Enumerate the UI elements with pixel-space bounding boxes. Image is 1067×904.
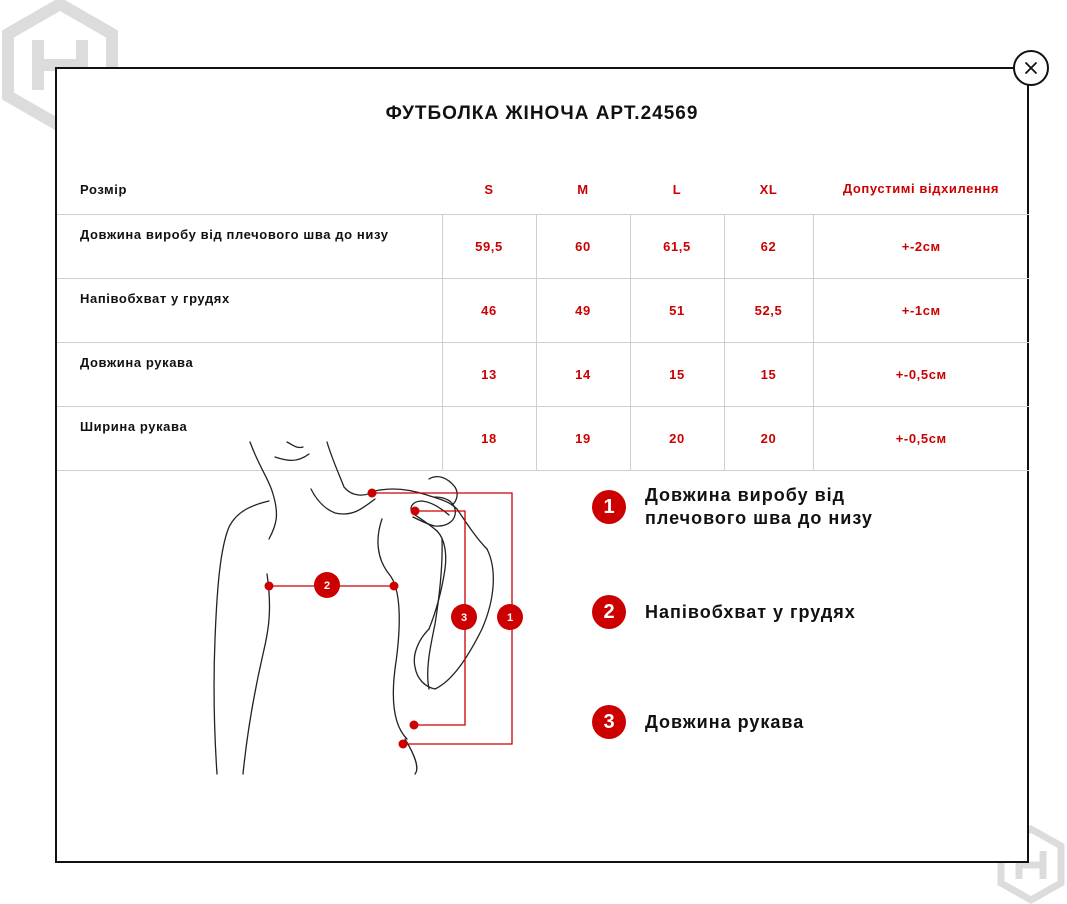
marker-1-label: 1 bbox=[506, 612, 514, 624]
legend-badge: 1 bbox=[592, 490, 626, 524]
marker-3 bbox=[451, 604, 477, 630]
marker-2 bbox=[314, 572, 340, 598]
cell-l: 20 bbox=[630, 407, 724, 471]
header-tolerance: Допустимі відхилення bbox=[842, 181, 1000, 196]
cell-xl: 15 bbox=[724, 343, 813, 407]
cell-m: 19 bbox=[536, 407, 630, 471]
legend-badge: 2 bbox=[592, 595, 626, 629]
row-label: Довжина виробу від плечового шва до низу bbox=[57, 215, 442, 279]
cell-xl: 20 bbox=[724, 407, 813, 471]
legend-item-2 bbox=[592, 595, 945, 629]
cell-tolerance: +-1см bbox=[813, 279, 1029, 343]
legend-item-3 bbox=[592, 705, 945, 739]
body-measurement-diagram bbox=[57, 69, 1029, 863]
close-button[interactable] bbox=[1013, 50, 1049, 86]
cell-tolerance: +-2см bbox=[813, 215, 1029, 279]
legend-text: Довжина рукава bbox=[645, 711, 805, 732]
marker-1 bbox=[497, 604, 523, 630]
header-xl: XL bbox=[759, 181, 778, 197]
cell-s: 59,5 bbox=[442, 215, 536, 279]
row-label: Ширина рукава bbox=[57, 407, 442, 471]
row-label: Напівобхват у грудях bbox=[57, 279, 442, 343]
cell-tolerance: +-0,5см bbox=[813, 343, 1029, 407]
cell-m: 49 bbox=[536, 279, 630, 343]
cell-s: 18 bbox=[442, 407, 536, 471]
cell-m: 14 bbox=[536, 343, 630, 407]
row-label: Довжина рукава bbox=[57, 343, 442, 407]
marker-3-label: 3 bbox=[460, 612, 468, 624]
legend-text: Напівобхват у грудях bbox=[645, 601, 856, 622]
cell-m: 60 bbox=[536, 215, 630, 279]
legend-badge: 3 bbox=[592, 705, 626, 739]
cell-tolerance: +-0,5см bbox=[813, 407, 1029, 471]
cell-l: 15 bbox=[630, 343, 724, 407]
header-size: Розмір bbox=[80, 181, 128, 197]
cell-s: 46 bbox=[442, 279, 536, 343]
close-icon bbox=[1024, 61, 1038, 75]
cell-xl: 52,5 bbox=[724, 279, 813, 343]
cell-s: 13 bbox=[442, 343, 536, 407]
legend-item-1 bbox=[592, 484, 945, 530]
legend-text: Довжина виробу від плечового шва до низу bbox=[645, 485, 873, 528]
cell-xl: 62 bbox=[724, 215, 813, 279]
header-m: M bbox=[577, 181, 589, 197]
cell-l: 51 bbox=[630, 279, 724, 343]
header-l: L bbox=[672, 181, 682, 197]
size-chart-modal bbox=[55, 67, 1029, 863]
marker-2-label: 2 bbox=[323, 580, 331, 592]
cell-l: 61,5 bbox=[630, 215, 724, 279]
header-s: S bbox=[484, 181, 494, 197]
page-title: ФУТБОЛКА ЖІНОЧА АРТ.24569 bbox=[385, 103, 699, 124]
